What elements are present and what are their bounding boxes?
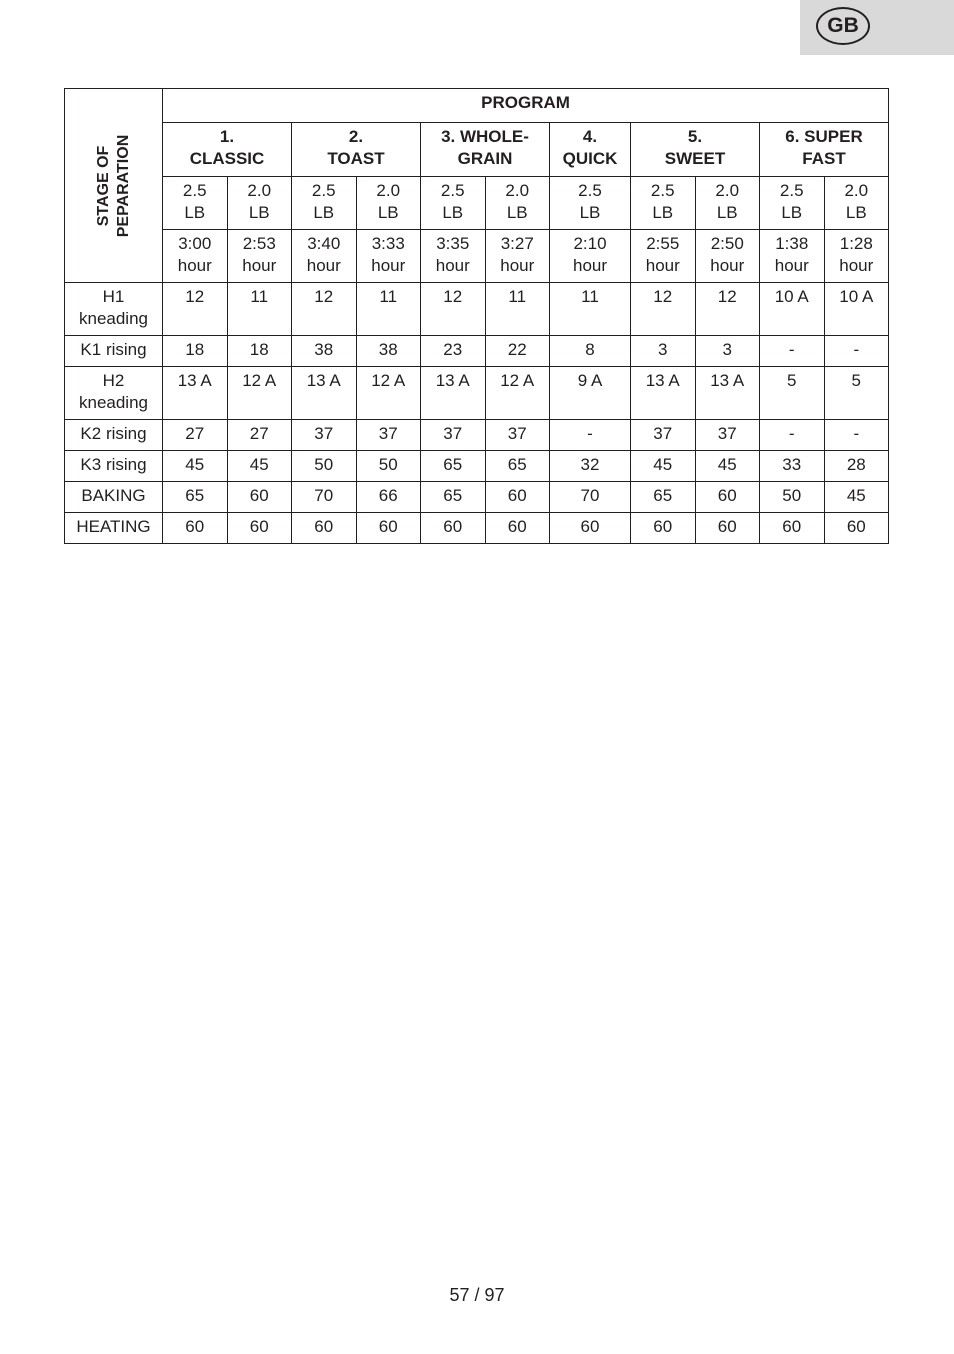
value-cell: 13 A [163, 367, 228, 420]
weight-cell [292, 177, 357, 230]
cell-line: 2.5 [650, 181, 675, 200]
program-name-cell [760, 123, 889, 177]
program-names-row [65, 123, 889, 177]
value-cell: 11 [550, 283, 631, 336]
table-row [65, 283, 889, 336]
cell-line: 2.0 [715, 181, 740, 200]
weight-cell [227, 177, 292, 230]
cell-line: hour [645, 256, 680, 275]
value-cell: 32 [550, 451, 631, 482]
cell-line: K2 rising [80, 424, 147, 443]
cell-line: LB [781, 203, 803, 222]
value-cell: 66 [356, 482, 421, 513]
time-cell [485, 230, 550, 283]
value-cell: 65 [485, 451, 550, 482]
value-cell: - [760, 336, 825, 367]
value-cell: 60 [760, 513, 825, 544]
value-cell: 22 [485, 336, 550, 367]
cell-line: hour [774, 256, 809, 275]
cell-line: kneading [78, 393, 148, 412]
cell-line: 2:53 [242, 234, 276, 253]
stage-header-label [94, 134, 134, 237]
stage-label-cell [65, 367, 163, 420]
stage-label-cell [65, 336, 163, 367]
value-cell: 12 [631, 283, 696, 336]
table-row [65, 336, 889, 367]
value-cell: 50 [292, 451, 357, 482]
cell-line: 2.0 [247, 181, 272, 200]
value-cell: 60 [824, 513, 889, 544]
time-cell [550, 230, 631, 283]
value-cell: 33 [760, 451, 825, 482]
cell-line: H1 [102, 287, 125, 306]
cell-line: hour [500, 256, 535, 275]
value-cell: 10 A [824, 283, 889, 336]
cell-line: LB [442, 203, 464, 222]
value-cell: 60 [695, 513, 760, 544]
program-name-cell [550, 123, 631, 177]
cell-line: 2.0 [376, 181, 401, 200]
value-cell: - [550, 420, 631, 451]
cell-line: LB [716, 203, 738, 222]
value-cell: 10 A [760, 283, 825, 336]
program-title: GRAIN [457, 149, 513, 168]
value-cell: 3 [631, 336, 696, 367]
weight-cell [631, 177, 696, 230]
program-name-cell [631, 123, 760, 177]
value-cell: - [824, 336, 889, 367]
stage-label-cell [65, 420, 163, 451]
cell-line: hour [177, 256, 212, 275]
cell-line: LB [313, 203, 335, 222]
value-cell: 5 [824, 367, 889, 420]
cell-line: PEPARATION [114, 134, 132, 237]
cell-line: 2.5 [311, 181, 336, 200]
value-cell: 50 [356, 451, 421, 482]
cell-line: kneading [78, 309, 148, 328]
times-row [65, 230, 889, 283]
language-badge: GB [816, 7, 870, 45]
value-cell: 12 A [227, 367, 292, 420]
value-cell: 60 [227, 482, 292, 513]
value-cell: 60 [550, 513, 631, 544]
value-cell: 37 [421, 420, 486, 451]
weight-cell [163, 177, 228, 230]
cell-line: 3:40 [307, 234, 341, 253]
value-cell: 37 [292, 420, 357, 451]
value-cell: 12 [292, 283, 357, 336]
value-cell: 45 [227, 451, 292, 482]
value-cell: 65 [421, 451, 486, 482]
value-cell: 8 [550, 336, 631, 367]
cell-line: hour [371, 256, 406, 275]
time-cell [227, 230, 292, 283]
value-cell: 27 [163, 420, 228, 451]
cell-line: 2:55 [646, 234, 680, 253]
cell-line: 1:28 [839, 234, 873, 253]
cell-line: 3:35 [436, 234, 470, 253]
cell-line: LB [377, 203, 399, 222]
language-tab [800, 0, 954, 55]
value-cell: - [824, 420, 889, 451]
weight-cell [421, 177, 486, 230]
cell-line: K3 rising [80, 455, 147, 474]
time-cell [163, 230, 228, 283]
cell-line: hour [839, 256, 874, 275]
value-cell: 9 A [550, 367, 631, 420]
weight-cell [485, 177, 550, 230]
weight-cell [695, 177, 760, 230]
value-cell: 27 [227, 420, 292, 451]
cell-line: 2.0 [844, 181, 869, 200]
cell-line: 2.5 [578, 181, 602, 200]
cell-line: BAKING [81, 486, 146, 505]
table-row [65, 420, 889, 451]
value-cell: 45 [824, 482, 889, 513]
value-cell: 12 A [356, 367, 421, 420]
value-cell: 11 [356, 283, 421, 336]
cell-line: hour [572, 256, 608, 275]
value-cell: 60 [631, 513, 696, 544]
stage-label-cell [65, 451, 163, 482]
value-cell: 60 [163, 513, 228, 544]
time-cell [631, 230, 696, 283]
value-cell: 13 A [631, 367, 696, 420]
value-cell: 18 [163, 336, 228, 367]
cell-line: hour [242, 256, 277, 275]
cell-line: 3:33 [371, 234, 405, 253]
value-cell: 60 [485, 482, 550, 513]
cell-line: 2.5 [779, 181, 804, 200]
weight-cell [550, 177, 631, 230]
cell-line: 1:38 [775, 234, 809, 253]
table-row [65, 367, 889, 420]
cell-line: LB [652, 203, 674, 222]
cell-line: H2 [102, 371, 125, 390]
cell-line: LB [579, 203, 601, 222]
cell-line: STAGE OF [94, 145, 112, 226]
weight-cell [356, 177, 421, 230]
value-cell: 5 [760, 367, 825, 420]
time-cell [824, 230, 889, 283]
cell-line: K1 rising [80, 340, 147, 359]
value-cell: 23 [421, 336, 486, 367]
cell-line: 2.5 [182, 181, 207, 200]
value-cell: 12 A [485, 367, 550, 420]
value-cell: 70 [292, 482, 357, 513]
value-cell: 13 A [695, 367, 760, 420]
cell-line: 2.5 [440, 181, 465, 200]
stage-header-cell [65, 89, 163, 283]
table-row [65, 451, 889, 482]
weight-cell [760, 177, 825, 230]
program-title: CLASSIC [189, 149, 265, 168]
program-name-cell [163, 123, 292, 177]
program-title: TOAST [327, 149, 385, 168]
value-cell: 12 [421, 283, 486, 336]
value-cell: 60 [356, 513, 421, 544]
cell-line: hour [435, 256, 470, 275]
program-title: SWEET [664, 149, 726, 168]
table-row [65, 513, 889, 544]
value-cell: 12 [695, 283, 760, 336]
cell-line: 3:00 [178, 234, 212, 253]
time-cell [356, 230, 421, 283]
cell-line: HEATING [76, 517, 151, 536]
program-number: 2. [348, 127, 364, 146]
time-cell [292, 230, 357, 283]
cell-line: hour [710, 256, 745, 275]
cell-line: 3:27 [500, 234, 534, 253]
value-cell: 65 [421, 482, 486, 513]
weight-cell [824, 177, 889, 230]
stage-label-cell [65, 283, 163, 336]
value-cell: 37 [485, 420, 550, 451]
value-cell: 37 [631, 420, 696, 451]
value-cell: 37 [695, 420, 760, 451]
program-number: 5. [687, 127, 703, 146]
value-cell: 70 [550, 482, 631, 513]
value-cell: 65 [631, 482, 696, 513]
program-header-row [65, 89, 889, 123]
program-title: QUICK [562, 149, 618, 168]
cell-line: 2.0 [505, 181, 530, 200]
table-row [65, 482, 889, 513]
value-cell: 11 [485, 283, 550, 336]
program-number: 6. SUPER [785, 127, 863, 146]
value-cell: 45 [631, 451, 696, 482]
time-cell [695, 230, 760, 283]
value-cell: 60 [485, 513, 550, 544]
page-number: 57 / 97 [449, 1285, 505, 1305]
value-cell: 28 [824, 451, 889, 482]
time-cell [760, 230, 825, 283]
value-cell: 45 [163, 451, 228, 482]
value-cell: 60 [292, 513, 357, 544]
value-cell: 3 [695, 336, 760, 367]
cell-line: LB [184, 203, 206, 222]
cell-line: LB [506, 203, 528, 222]
program-title: FAST [802, 149, 846, 168]
value-cell: 13 A [292, 367, 357, 420]
stage-label-cell [65, 513, 163, 544]
value-cell: 38 [356, 336, 421, 367]
value-cell: 45 [695, 451, 760, 482]
value-cell: 60 [421, 513, 486, 544]
cell-line: hour [306, 256, 341, 275]
time-cell [421, 230, 486, 283]
value-cell: 11 [227, 283, 292, 336]
weights-row [65, 177, 889, 230]
value-cell: - [760, 420, 825, 451]
value-cell: 37 [356, 420, 421, 451]
value-cell: 18 [227, 336, 292, 367]
cell-line: LB [248, 203, 270, 222]
cell-line: LB [845, 203, 867, 222]
cell-line: 2:50 [710, 234, 744, 253]
program-header: PROGRAM [163, 89, 889, 123]
value-cell: 50 [760, 482, 825, 513]
value-cell: 13 A [421, 367, 486, 420]
program-number: 4. [582, 127, 598, 146]
program-number: 3. WHOLE- [441, 127, 529, 146]
program-number: 1. [219, 127, 235, 146]
program-table [64, 88, 889, 544]
value-cell: 12 [163, 283, 228, 336]
value-cell: 65 [163, 482, 228, 513]
program-name-cell [421, 123, 550, 177]
stage-label-cell [65, 482, 163, 513]
cell-line: 2:10 [573, 234, 607, 253]
value-cell: 60 [227, 513, 292, 544]
value-cell: 60 [695, 482, 760, 513]
value-cell: 38 [292, 336, 357, 367]
program-name-cell [292, 123, 421, 177]
